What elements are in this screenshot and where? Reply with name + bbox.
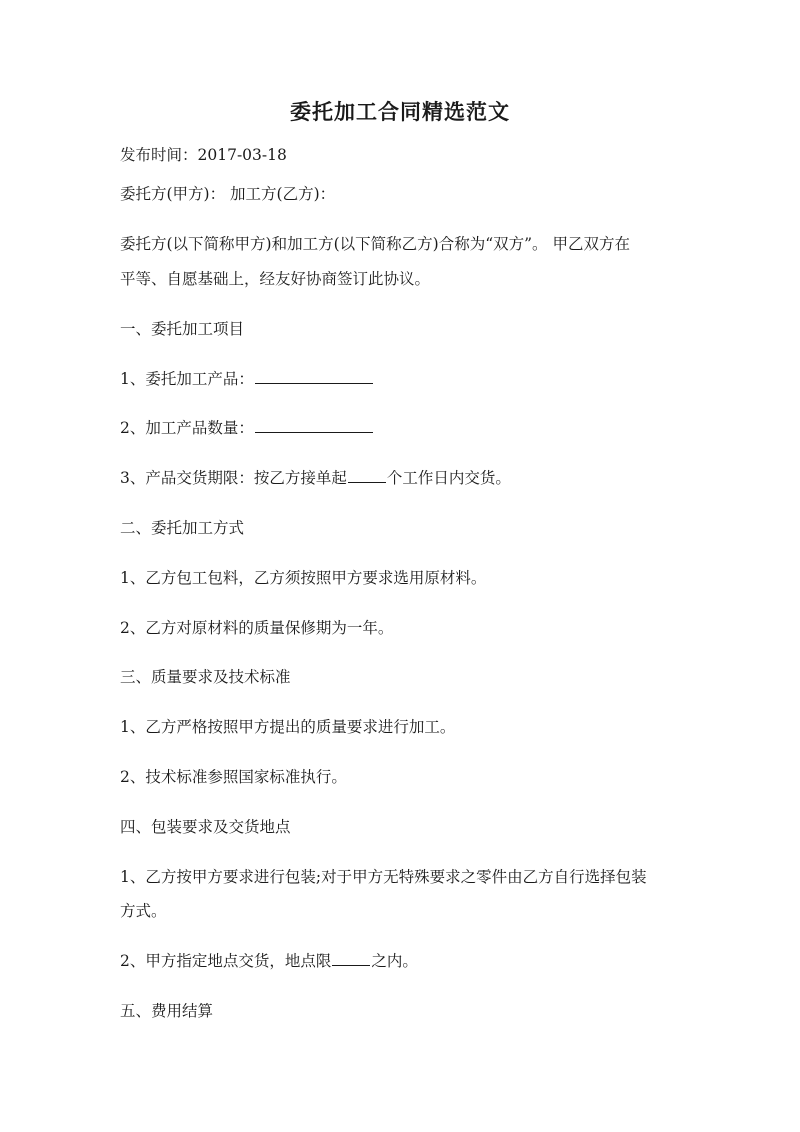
section-1-item-3 xyxy=(120,460,695,496)
section-1-heading: 一、委托加工项目 xyxy=(120,320,245,338)
section-1-item-1 xyxy=(120,361,695,397)
section-5-heading: 五、费用结算 xyxy=(120,1002,214,1020)
section-4-item-1-line-2: 方式。 xyxy=(120,902,167,920)
intro-paragraph-line-2: 平等、自愿基础上，经友好协商签订此协议。 xyxy=(120,270,431,288)
section-2-heading: 二、委托加工方式 xyxy=(120,519,245,537)
section-2-item-1: 1、乙方包工包料，乙方须按照甲方要求选用原材料。 xyxy=(120,569,487,587)
product-label: 1、委托加工产品： xyxy=(120,370,254,388)
product-blank-field[interactable] xyxy=(255,369,373,384)
section-4-heading: 四、包装要求及交货地点 xyxy=(120,818,291,836)
quantity-label: 2、加工产品数量： xyxy=(120,419,254,437)
delivery-term-suffix: 个工作日内交货。 xyxy=(386,469,511,487)
parties-line: 委托方(甲方)： 加工方(乙方)： xyxy=(120,185,336,203)
delivery-term-prefix: 3、产品交货期限：按乙方接单起 xyxy=(120,469,347,487)
document-title: 委托加工合同精选范文 xyxy=(290,99,510,124)
section-4-item-2 xyxy=(120,943,695,979)
quantity-blank-field[interactable] xyxy=(255,418,373,433)
delivery-days-blank-field[interactable] xyxy=(348,468,386,483)
delivery-place-blank-field[interactable] xyxy=(332,951,370,966)
section-3-heading: 三、质量要求及技术标准 xyxy=(120,668,291,686)
intro-paragraph-line-1: 委托方(以下简称甲方)和加工方(以下简称乙方)合称为“双方”。 甲乙双方在 xyxy=(120,235,630,253)
section-4-item-1-line-1: 1、乙方按甲方要求进行包装;对于甲方无特殊要求之零件由乙方自行选择包装 xyxy=(120,868,647,886)
section-1-item-2 xyxy=(120,410,695,446)
delivery-place-suffix: 之内。 xyxy=(371,952,418,970)
section-3-item-1: 1、乙方严格按照甲方提出的质量要求进行加工。 xyxy=(120,718,456,736)
publish-date: 发布时间：2017-03-18 xyxy=(120,146,287,164)
delivery-place-prefix: 2、甲方指定地点交货，地点限 xyxy=(120,952,332,970)
section-2-item-2: 2、乙方对原材料的质量保修期为一年。 xyxy=(120,619,394,637)
section-3-item-2: 2、技术标准参照国家标准执行。 xyxy=(120,768,347,786)
